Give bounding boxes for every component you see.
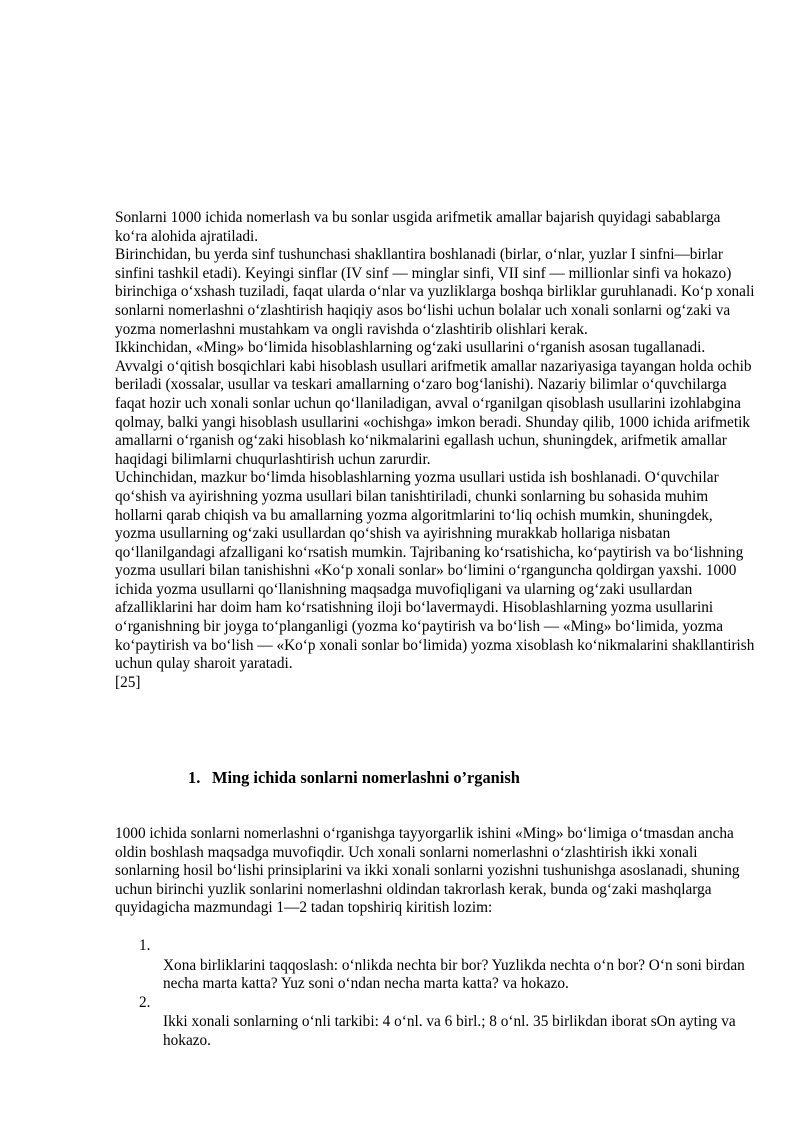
list-item [139, 937, 749, 994]
list-item [139, 994, 749, 1051]
first-reason-paragraph: Birinchidan, bu yerda sinf tushunchasi shakllantira boshlanadi (birlar, o‘nlar, yuzlar I sinfni—birlar sinfini tashkil etadi). Keyingi sinflar (IV sinf — minglar sinfi, VII sinf — millionlar sinfi va hokazo) birinchiga o‘xshash tuziladi, faqat ularda o‘nlar va yuzliklarga boshqa birliklar guruhlanadi. Ko‘p xonali sonlarni nomerlashni o‘zlashtirish haqiqiy asos bo‘lishi uchun bolalar uch xonali sonlarni og‘zaki va yozma nomerlashni mustahkam va ongli ravishda o‘zlashtirib olishlari kerak. [115, 246, 755, 338]
third-reason-paragraph: Uchinchidan, mazkur bo‘limda hisoblashlarning yozma usullari ustida ish boshlanadi. O‘quvchilar qo‘shish va ayirishning yozma usullari bilan tanishtiriladi, chunki sonlarning bu sohasida muhim hollarni qarab chiqish va bu amallarning yozma algoritmlarini to‘liq ochish mumkin, shuningdek, yozma usullarning og‘zaki usullardan qo‘shish va ayirishning murakkab hollariga nisbatan qo‘llanilgandagi afzalligani ko‘rsatish mumkin. Tajribaning ko‘rsatishicha, ko‘paytirish va bo‘lishning yozma usullari bilan tanishishni «Ko‘p xonali sonlar» bo‘limini o‘rganguncha qoldirgan yaxshi. 1000 ichida yozma usullarni qo‘llanishning maqsadga muvofiqligani va ularning og‘zaki usullardan afzalliklarini har doim ham ko‘rsatishning iloji bo‘lavermaydi. Hisoblashlarning yozma usullarini o‘rganishning bir joyga to‘planganligi (yozma ko‘paytirish va bo‘lish — «Ming» bo‘limida, yozma ko‘paytirish va bo‘lish — «Ko‘p xonali sonlar bo‘limida) yozma xisoblash ko‘nikmalarini shakllantirish uchun qulay sharoit yaratadi. [115, 469, 755, 673]
list-item-text: Xona birliklarini taqqoslash: o‘nlikda nechta bir bor? Yuzlikda nechta o‘n bor? O‘n soni birdan necha marta katta? Yuz soni o‘ndan necha marta katta? va hokazo. [163, 956, 745, 993]
section-text-block [115, 825, 755, 918]
intro-paragraph: Sonlarni 1000 ichida nomerlash va bu sonlar usgida arifmetik amallar bajarish quyidagi sabablarga ko‘ra alohida ajratiladi. [115, 209, 721, 245]
intro-text-block [115, 209, 755, 692]
list-item-text: Ikki xonali sonlarning o‘nli tarkibi: 4 o‘nl. va 6 birl.; 8 o‘nl. 35 birlikdan iborat sOn ayting va hokazo. [163, 1013, 736, 1049]
task-list [139, 937, 749, 1051]
section-heading [188, 768, 520, 788]
list-item-marker: 1. [139, 937, 151, 954]
section-heading-text: Ming ichida sonlarni nomerlashni o’rganish [212, 768, 520, 787]
section-paragraph: 1000 ichida sonlarni nomerlashni o‘rganishga tayyorgarlik ishini «Ming» bo‘limiga o‘tmasdan ancha oldin boshlash maqsadga muvofiqdir. Uch xonali sonlarni nomerlashni o‘zlashtirish ikki xonali sonlarning hosil bo‘lishi prinsiplarini va ikki xonali sonlarni yozishni tushunishga asoslanadi, shuning uchun birinchi yuzlik sonlarini nomerlashni oldindan takrorlash kerak, bunda og‘zaki mashqlarga quyidagicha mazmundagi 1—2 tadan topshiriq kiritish lozim: [115, 825, 740, 917]
reference-citation: [25] [115, 673, 141, 691]
section-heading-number: 1. [188, 768, 201, 787]
list-item-marker: 2. [139, 993, 151, 1011]
second-reason-paragraph: Ikkinchidan, «Ming» bo‘limida hisoblashlarning og‘zaki usullarini o‘rganish asosan tugallanadi. Avvalgi o‘qitish bosqichlari kabi hisoblash usullari arifmetik amallar nazariyasiga tayangan holda ochib beriladi (xossalar, usullar va teskari amallarning o‘zaro bog‘lanishi). Nazariy bilimlar o‘quvchilarga faqat hozir uch xonali sonlar uchun qo‘llaniladigan, avval o‘rganilgan qisoblash usullarini izohlabgina qolmay, balki yangi hisoblash usullarini «ochishga» imkon beradi. Shunday qilib, 1000 ichida arifmetik amallarni o‘rganish og‘zaki hisoblash ko‘nikmalarini egallash uchun, shuningdek, arifmetik amallar haqidagi bilimlarni chuqurlashtirish uchun zarurdir. [115, 339, 752, 468]
